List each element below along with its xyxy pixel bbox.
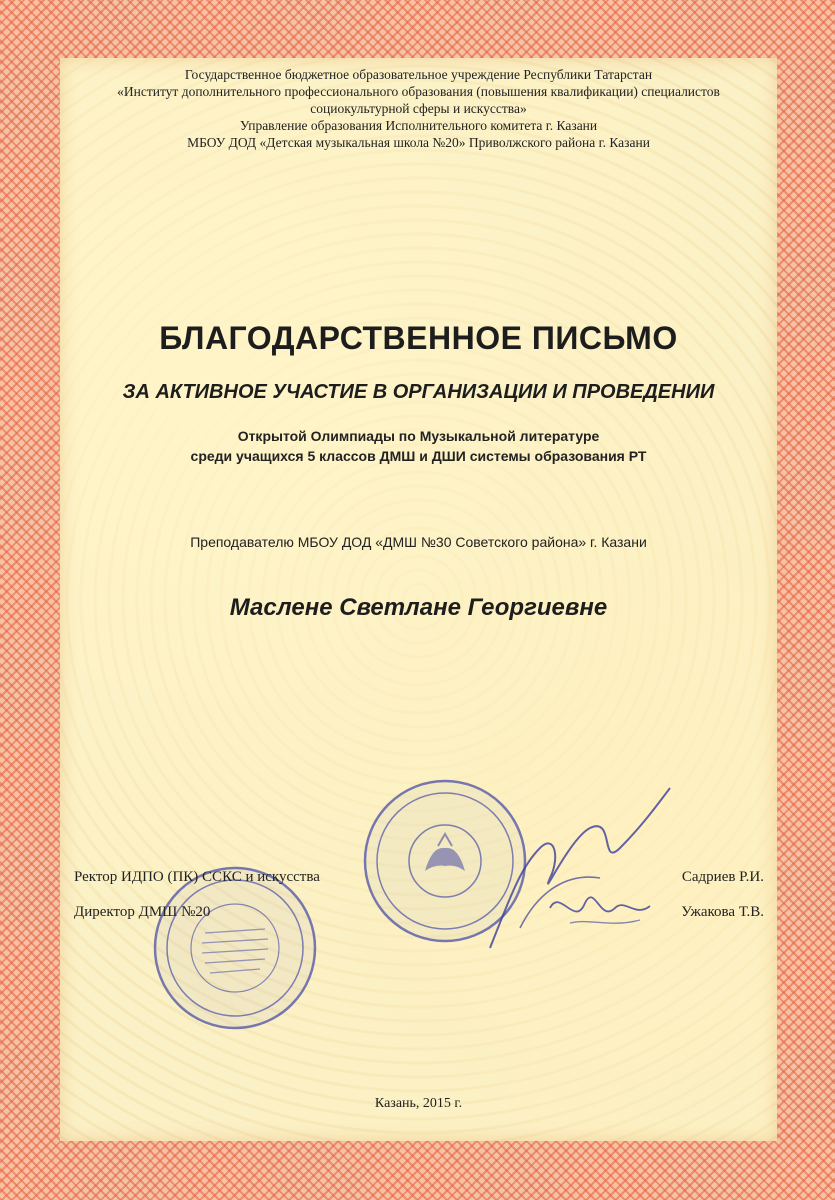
place-and-year: Казань, 2015 г. xyxy=(374,1096,463,1111)
recipient-position: Преподавателю МБОУ ДОД «ДМШ №30 Советского района» г. Казани xyxy=(190,534,647,550)
event-line-2: среди учащихся 5 классов ДМШ и ДШИ системы образования РТ xyxy=(190,448,647,464)
event-line-1: Открытой Олимпиады по Музыкальной литературе xyxy=(237,428,600,444)
signature-row-rector xyxy=(74,869,764,886)
issuer-header xyxy=(60,66,777,151)
school-stamp xyxy=(150,863,320,1033)
director-role: Директор ДМШ №20 xyxy=(74,904,211,920)
header-line-4: Управление образования Исполнительного комитета г. Казани xyxy=(239,118,598,133)
header-line-5: МБОУ ДОД «Детская музыкальная школа №20» Приволжского района г. Казани xyxy=(187,135,650,150)
director-name: Ужакова Т.В. xyxy=(681,904,764,920)
certificate-body xyxy=(60,58,777,1141)
rector-role: Ректор ИДПО (ПК) ССКС и искусства xyxy=(74,869,320,885)
header-line-3: социокультурной сферы и искусства» xyxy=(310,101,527,116)
rector-name: Садриев Р.И. xyxy=(681,869,764,885)
recipient-name: Маслене Светлане Георгиевне xyxy=(229,594,608,621)
header-line-1: Государственное бюджетное образовательное учреждение Республики Татарстан xyxy=(184,67,653,82)
event-description xyxy=(60,426,777,466)
header-line-2: «Институт дополнительного профессионального образования (повышения квалификации) специалистов xyxy=(117,84,720,99)
document-subtitle: ЗА АКТИВНОЕ УЧАСТИЕ В ОРГАНИЗАЦИИ И ПРОВЕДЕНИИ xyxy=(122,381,715,403)
document-title: БЛАГОДАРСТВЕННОЕ ПИСЬМО xyxy=(159,320,678,356)
signature-row-director xyxy=(74,904,764,921)
